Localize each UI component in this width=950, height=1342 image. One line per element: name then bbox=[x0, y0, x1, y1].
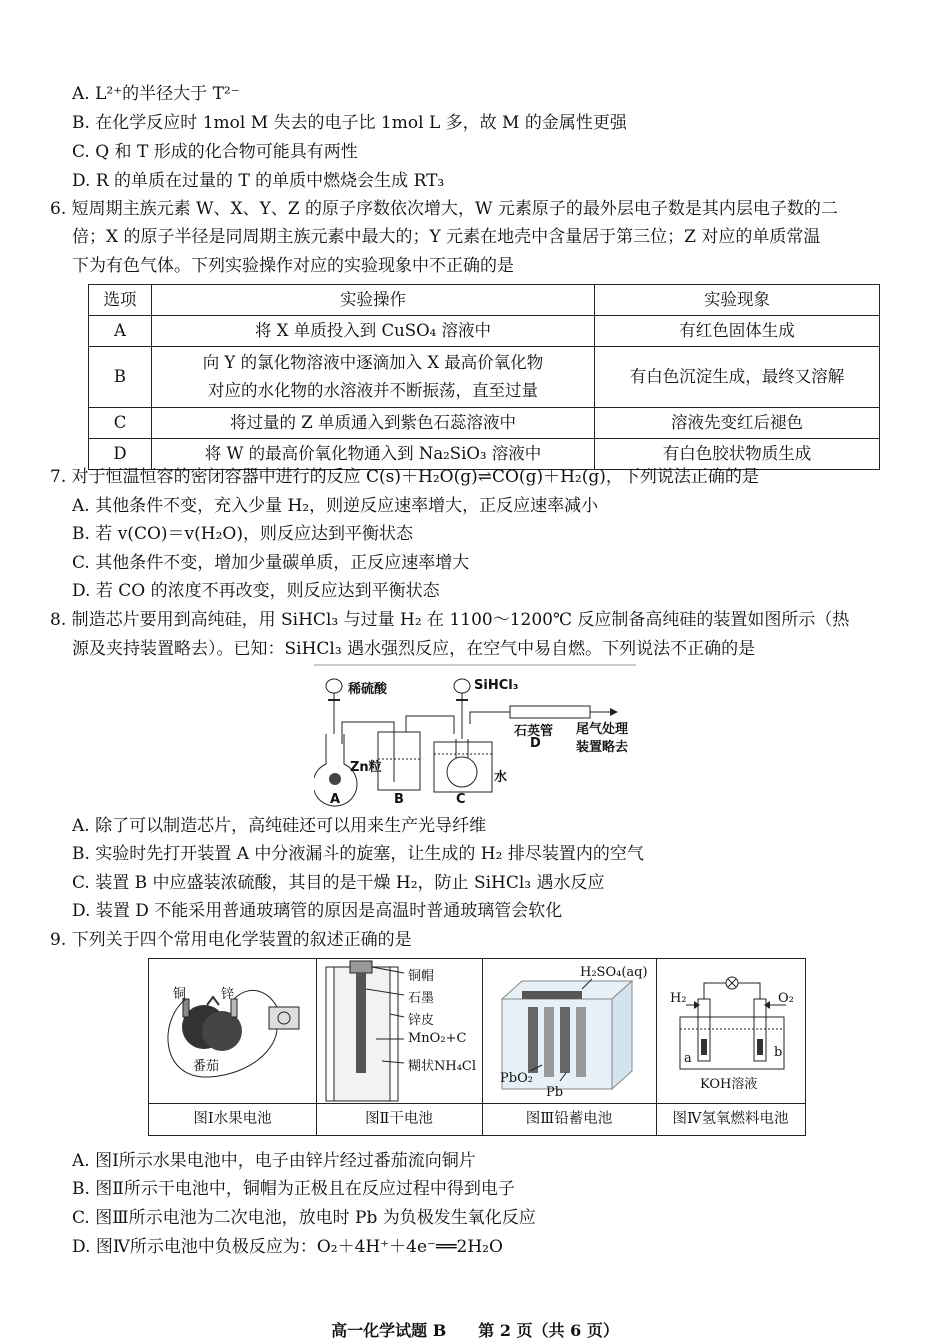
q8-stem-1: 8. 制造芯片要用到高纯硅，用 SiHCl₃ 与过量 H₂ 在 1100～1200℃ 反应制备高纯硅的装置如图所示（热 bbox=[50, 610, 850, 630]
page-footer: 高一化学试题 B 第 2 页（共 6 页） bbox=[331, 1321, 619, 1340]
label-copper: 铜 bbox=[173, 987, 187, 1002]
row-option: B bbox=[89, 347, 152, 408]
row-phenomenon: 有白色沉淀生成，最终又溶解 bbox=[595, 347, 880, 408]
caption-fig4: 图Ⅳ氢氧燃料电池 bbox=[656, 1103, 805, 1135]
fruit-battery-drawing bbox=[149, 959, 316, 1103]
label-sihcl3: SiHCl₃ bbox=[474, 678, 519, 693]
label-sulfuric-acid: H₂SO₄(aq) bbox=[580, 965, 648, 980]
header-operation: 实验操作 bbox=[152, 285, 595, 316]
q7-option-c: C. 其他条件不变，增加少量碳单质，正反应速率增大 bbox=[72, 553, 470, 573]
label-zinc: 锌 bbox=[221, 987, 235, 1002]
row-phenomenon: 溶液先变红后褪色 bbox=[595, 408, 880, 439]
label-c: C bbox=[456, 792, 466, 807]
q5-option-a: A. L²⁺的半径大于 T²⁻ bbox=[72, 84, 240, 104]
label-graphite: 石墨 bbox=[408, 991, 435, 1006]
q6-stem-2: 倍；X 的原子半径是同周期主族元素中最大的；Y 元素在地壳中含量居于第三位；Z 对应的单质常温 bbox=[72, 227, 821, 247]
header-option: 选项 bbox=[89, 285, 152, 316]
q8-option-c: C. 装置 B 中应盛装浓硫酸，其目的是干燥 H₂，防止 SiHCl₃ 遇水反应 bbox=[72, 873, 605, 893]
label-zinc-granules: Zn粒 bbox=[350, 760, 382, 775]
row-operation-line2: 对应的水化物的水溶液并不断振荡，直至过量 bbox=[208, 381, 538, 400]
table-row bbox=[89, 408, 880, 439]
label-copper-cap: 铜帽 bbox=[408, 969, 435, 984]
label-d: D bbox=[530, 736, 541, 751]
label-tomato: 番茄 bbox=[193, 1059, 220, 1074]
q8-stem-2: 源及夹持装置略去）。已知：SiHCl₃ 遇水强烈反应，在空气中易自燃。下列说法不正确的是 bbox=[72, 639, 756, 659]
table-header-row bbox=[89, 285, 880, 316]
caption-fig2: 图Ⅱ干电池 bbox=[316, 1103, 483, 1135]
header-phenomenon: 实验现象 bbox=[595, 285, 880, 316]
q6-stem-3: 下为有色气体。下列实验操作对应的实验现象中不正确的是 bbox=[72, 256, 514, 276]
label-pb: Pb bbox=[546, 1085, 564, 1100]
q7-option-b: B. 若 v(CO)＝v(H₂O)，则反应达到平衡状态 bbox=[72, 524, 413, 544]
label-h2: H₂ bbox=[670, 991, 687, 1006]
label-electrode-a: a bbox=[684, 1051, 692, 1066]
row-operation bbox=[152, 347, 595, 408]
label-koh: KOH溶液 bbox=[700, 1077, 758, 1092]
q7-stem: 7. 对于恒温恒容的密闭容器中进行的反应 C(s)＋H₂O(g)⇌CO(g)＋H₂(g)，下列说法正确的是 bbox=[50, 467, 759, 487]
label-pbo2: PbO₂ bbox=[500, 1071, 533, 1086]
table-row bbox=[89, 316, 880, 347]
row-phenomenon: 有红色固体生成 bbox=[595, 316, 880, 347]
q7-option-a: A. 其他条件不变，充入少量 H₂，则逆反应速率增大，正反应速率减小 bbox=[72, 496, 599, 516]
label-o2: O₂ bbox=[778, 991, 794, 1006]
panel-fuel-cell bbox=[656, 959, 805, 1103]
q6-table bbox=[88, 284, 880, 470]
q6-stem-1: 6. 短周期主族元素 W、X、Y、Z 的原子序数依次增大，W 元素原子的最外层电子数是其内层电子数的二 bbox=[50, 199, 838, 219]
row-operation: 将 X 单质投入到 CuSO₄ 溶液中 bbox=[152, 316, 595, 347]
label-dilute-sulfuric-acid: 稀硫酸 bbox=[348, 682, 388, 697]
q5-option-d: D. R 的单质在过量的 T 的单质中燃烧会生成 RT₃ bbox=[72, 171, 445, 191]
row-option: A bbox=[89, 316, 152, 347]
table-row bbox=[89, 347, 880, 408]
label-electrode-b: b bbox=[774, 1045, 783, 1060]
q9-option-b: B. 图Ⅱ所示干电池中，铜帽为正极且在反应过程中得到电子 bbox=[72, 1179, 515, 1199]
label-tail-gas-1: 尾气处理 bbox=[576, 722, 629, 737]
q9-option-c: C. 图Ⅲ所示电池为二次电池，放电时 Pb 为负极发生氧化反应 bbox=[72, 1208, 536, 1228]
q5-option-c: C. Q 和 T 形成的化合物可能具有两性 bbox=[72, 142, 358, 162]
caption-fig1: 图Ⅰ水果电池 bbox=[149, 1103, 317, 1135]
row-operation-line1: 向 Y 的氯化物溶液中逐滴加入 X 最高价氧化物 bbox=[202, 353, 544, 372]
panel-dry-cell bbox=[316, 959, 483, 1103]
q7-option-d: D. 若 CO 的浓度不再改变，则反应达到平衡状态 bbox=[72, 581, 440, 601]
row-option: C bbox=[89, 408, 152, 439]
q9-figures bbox=[148, 958, 806, 1136]
label-a: A bbox=[330, 792, 341, 807]
label-zinc-shell: 锌皮 bbox=[408, 1013, 435, 1028]
label-b: B bbox=[394, 792, 404, 807]
caption-fig3: 图Ⅲ铅蓄电池 bbox=[482, 1103, 657, 1135]
row-option: D bbox=[89, 439, 152, 470]
panel-lead-acid bbox=[482, 959, 657, 1103]
q8-option-b: B. 实验时先打开装置 A 中分液漏斗的旋塞，让生成的 H₂ 排尽装置内的空气 bbox=[72, 844, 644, 864]
label-quartz-tube: 石英管 bbox=[514, 724, 554, 739]
label-tail-gas-2: 装置略去 bbox=[576, 740, 629, 755]
q8-option-a: A. 除了可以制造芯片，高纯硅还可以用来生产光导纤维 bbox=[72, 816, 487, 836]
q5-option-b: B. 在化学反应时 1mol M 失去的电子比 1mol L 多，故 M 的金属性更强 bbox=[72, 113, 627, 133]
q9-option-a: A. 图Ⅰ所示水果电池中，电子由锌片经过番茄流向铜片 bbox=[72, 1151, 476, 1171]
panel-fruit-battery bbox=[149, 959, 317, 1103]
row-operation: 将过量的 Z 单质通入到紫色石蕊溶液中 bbox=[152, 408, 595, 439]
q9-option-d: D. 图Ⅳ所示电池中负极反应为：O₂＋4H⁺＋4e⁻══2H₂O bbox=[72, 1237, 503, 1257]
label-water: 水 bbox=[494, 770, 508, 785]
q9-stem: 9. 下列关于四个常用电化学装置的叙述正确的是 bbox=[50, 930, 412, 950]
q8-apparatus-figure bbox=[314, 664, 636, 809]
label-mno2: MnO₂+C bbox=[408, 1031, 467, 1046]
row-phenomenon: 有白色胶状物质生成 bbox=[595, 439, 880, 470]
row-operation: 将 W 的最高价氧化物通入到 Na₂SiO₃ 溶液中 bbox=[152, 439, 595, 470]
label-nh4cl: 糊状NH₄Cl bbox=[408, 1059, 477, 1074]
q8-option-d: D. 装置 D 不能采用普通玻璃管的原因是高温时普通玻璃管会软化 bbox=[72, 901, 563, 921]
